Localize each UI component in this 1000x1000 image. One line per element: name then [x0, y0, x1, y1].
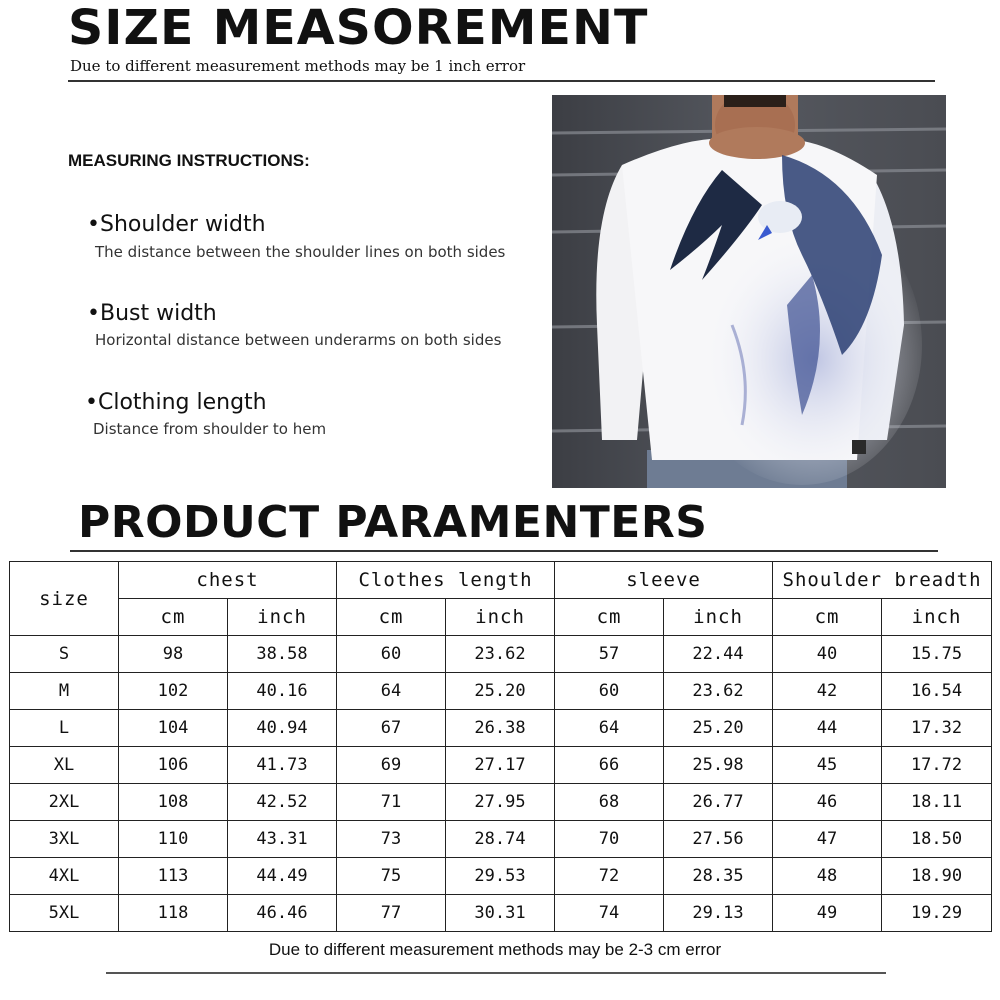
- size-cell: 5XL: [10, 895, 119, 932]
- table-row: [10, 636, 992, 673]
- clothes-length-header: Clothes length: [337, 562, 555, 599]
- table-unit-row: [10, 599, 992, 636]
- table-cell: 27.17: [446, 747, 555, 784]
- table-row: [10, 858, 992, 895]
- table-cell: 26.38: [446, 710, 555, 747]
- shoulder-breadth-header: Shoulder breadth: [773, 562, 992, 599]
- table-cell: 106: [119, 747, 228, 784]
- table-cell: 25.98: [664, 747, 773, 784]
- instruction-length-desc: Distance from shoulder to hem: [93, 420, 327, 438]
- table-cell: 27.95: [446, 784, 555, 821]
- cm-error-note: Due to different measurement methods may be 2-3 cm error: [268, 940, 722, 959]
- table-cell: 19.29: [882, 895, 992, 932]
- table-cell: 27.56: [664, 821, 773, 858]
- table-cell: 44.49: [228, 858, 337, 895]
- table-cell: 18.50: [882, 821, 992, 858]
- table-cell: 69: [337, 747, 446, 784]
- instruction-length-title: •Clothing length: [85, 390, 267, 415]
- table-cell: 26.77: [664, 784, 773, 821]
- table-header-row: [10, 562, 992, 599]
- table-cell: 40.16: [228, 673, 337, 710]
- measurement-error-note: Due to different measurement methods may be 1 inch error: [70, 57, 526, 75]
- chest-header: chest: [119, 562, 337, 599]
- table-cell: 23.62: [664, 673, 773, 710]
- unit-inch: inch: [446, 599, 555, 636]
- table-cell: 23.62: [446, 636, 555, 673]
- table-cell: 44: [773, 710, 882, 747]
- table-cell: 57: [555, 636, 664, 673]
- table-cell: 16.54: [882, 673, 992, 710]
- table-cell: 71: [337, 784, 446, 821]
- table-cell: 108: [119, 784, 228, 821]
- table-cell: 72: [555, 858, 664, 895]
- unit-cm: cm: [555, 599, 664, 636]
- size-cell: 4XL: [10, 858, 119, 895]
- table-cell: 28.35: [664, 858, 773, 895]
- table-cell: 42.52: [228, 784, 337, 821]
- size-cell: XL: [10, 747, 119, 784]
- instruction-shoulder-title: •Shoulder width: [87, 212, 266, 237]
- table-cell: 17.72: [882, 747, 992, 784]
- table-cell: 64: [555, 710, 664, 747]
- product-parameters-title: PRODUCT PARAMENTERS: [78, 497, 708, 548]
- table-cell: 48: [773, 858, 882, 895]
- table-cell: 18.11: [882, 784, 992, 821]
- table-cell: 25.20: [664, 710, 773, 747]
- table-cell: 38.58: [228, 636, 337, 673]
- size-column-header: size: [10, 562, 119, 636]
- unit-cm: cm: [119, 599, 228, 636]
- divider: [70, 550, 938, 552]
- table-cell: 47: [773, 821, 882, 858]
- unit-inch: inch: [882, 599, 992, 636]
- table-cell: 77: [337, 895, 446, 932]
- table-cell: 104: [119, 710, 228, 747]
- table-row: [10, 784, 992, 821]
- table-cell: 15.75: [882, 636, 992, 673]
- table-cell: 46.46: [228, 895, 337, 932]
- table-cell: 60: [555, 673, 664, 710]
- instructions-heading: MEASURING INSTRUCTIONS:: [68, 151, 310, 170]
- product-photo: [552, 95, 946, 488]
- unit-cm: cm: [773, 599, 882, 636]
- table-cell: 43.31: [228, 821, 337, 858]
- table-cell: 67: [337, 710, 446, 747]
- size-measurement-title: SIZE MEASOREMENT: [68, 0, 649, 56]
- table-cell: 45: [773, 747, 882, 784]
- table-cell: 18.90: [882, 858, 992, 895]
- table-cell: 118: [119, 895, 228, 932]
- size-cell: M: [10, 673, 119, 710]
- instruction-bust-desc: Horizontal distance between underarms on both sides: [95, 331, 502, 349]
- table-cell: 28.74: [446, 821, 555, 858]
- table-cell: 41.73: [228, 747, 337, 784]
- size-cell: 2XL: [10, 784, 119, 821]
- table-cell: 64: [337, 673, 446, 710]
- table-cell: 113: [119, 858, 228, 895]
- table-cell: 66: [555, 747, 664, 784]
- table-cell: 29.13: [664, 895, 773, 932]
- size-cell: 3XL: [10, 821, 119, 858]
- table-cell: 60: [337, 636, 446, 673]
- table-row: [10, 673, 992, 710]
- table-cell: 68: [555, 784, 664, 821]
- table-cell: 22.44: [664, 636, 773, 673]
- table-cell: 25.20: [446, 673, 555, 710]
- size-cell: S: [10, 636, 119, 673]
- unit-cm: cm: [337, 599, 446, 636]
- unit-inch: inch: [228, 599, 337, 636]
- instruction-bust-title: •Bust width: [87, 301, 217, 326]
- table-row: [10, 895, 992, 932]
- sleeve-header: sleeve: [555, 562, 773, 599]
- table-cell: 40.94: [228, 710, 337, 747]
- divider: [106, 972, 886, 974]
- table-cell: 49: [773, 895, 882, 932]
- table-cell: 74: [555, 895, 664, 932]
- table-cell: 98: [119, 636, 228, 673]
- divider: [68, 80, 935, 82]
- table-cell: 110: [119, 821, 228, 858]
- table-cell: 73: [337, 821, 446, 858]
- table-cell: 46: [773, 784, 882, 821]
- table-cell: 75: [337, 858, 446, 895]
- table-cell: 40: [773, 636, 882, 673]
- unit-inch: inch: [664, 599, 773, 636]
- table-cell: 30.31: [446, 895, 555, 932]
- table-cell: 29.53: [446, 858, 555, 895]
- instruction-shoulder-desc: The distance between the shoulder lines on both sides: [95, 243, 506, 261]
- table-cell: 42: [773, 673, 882, 710]
- table-cell: 70: [555, 821, 664, 858]
- table-row: [10, 747, 992, 784]
- table-row: [10, 821, 992, 858]
- size-cell: L: [10, 710, 119, 747]
- table-cell: 17.32: [882, 710, 992, 747]
- size-chart-table: [9, 561, 992, 932]
- table-body: [10, 636, 992, 932]
- table-row: [10, 710, 992, 747]
- table-cell: 102: [119, 673, 228, 710]
